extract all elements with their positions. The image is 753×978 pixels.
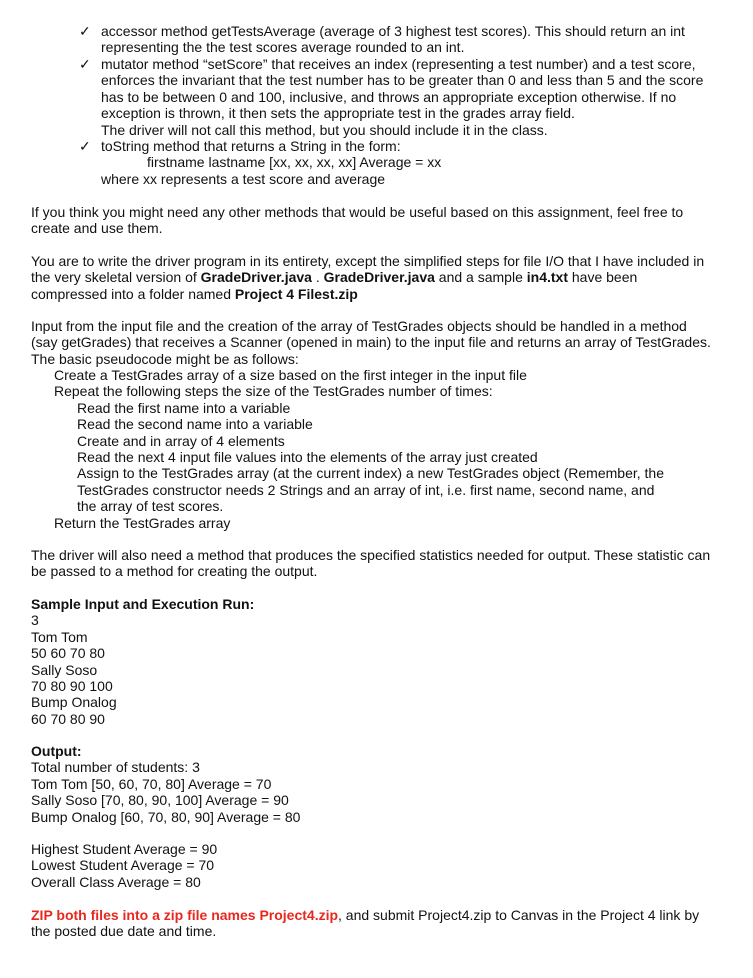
text-line: Input from the input file and the creation of the array of TestGrades objects should be handled in a method: [31, 318, 687, 334]
paragraph-stats: [31, 547, 731, 580]
text-line: be passed to a method for creating the output.: [31, 563, 318, 580]
zip-instruction-highlight: ZIP both files into a zip file names Project4.zip: [31, 907, 339, 923]
sample-line: Tom Tom: [31, 628, 88, 645]
text-line: If you think you might need any other methods that would be useful based on this assignment, feel free to: [31, 204, 684, 220]
mutator-bullet: [101, 56, 731, 138]
sample-input-block: [31, 596, 731, 727]
paragraph-driver: [31, 253, 731, 302]
text-line: create and use them.: [31, 220, 163, 237]
filename-gradedriver: GradeDriver.java: [323, 269, 435, 286]
output-stats-block: [31, 841, 731, 890]
pseudocode-line: Read the next 4 input file values into the elements of the array just created: [77, 449, 538, 466]
text-line: the posted due date and time.: [31, 923, 217, 940]
check-icon: ✓: [79, 23, 91, 39]
tostring-bullet: [101, 138, 731, 187]
pseudocode-line: Read the first name into a variable: [77, 399, 291, 416]
text-line: ZIP both files into a zip file names Project4.zip, and submit Project4.zip to Canvas in the Project 4 link by: [31, 907, 700, 923]
text-line: enforces the invariant that the test number has to be greater than 0 and less than 5 and the score: [101, 72, 704, 89]
text-line: The basic pseudocode might be as follows:: [31, 350, 299, 367]
output-line: Total number of students: 3: [31, 759, 200, 776]
text-line: compressed into a folder named Project 4 Filest.zip: [31, 285, 358, 302]
sample-line: Sally Soso: [31, 661, 98, 678]
output-stat-line: Overall Class Average = 80: [31, 873, 201, 890]
output-stat-line: Lowest Student Average = 70: [31, 857, 215, 874]
output-line: Tom Tom [50, 60, 70, 80] Average = 70: [31, 775, 272, 792]
pseudocode-line: Return the TestGrades array: [54, 514, 231, 531]
paragraph-input: [31, 318, 731, 367]
filename-in4: in4.txt: [526, 269, 568, 286]
text-line: has to be between 0 and 100, inclusive, and throws an appropriate exception otherwise. If no: [101, 88, 677, 105]
text-line: You are to write the driver program in its entirety, except the simplified steps for file I/O that I have included in: [31, 253, 705, 269]
text-line: exception is thrown, it then sets the appropriate test in the grades array field.: [101, 105, 575, 122]
text-line: the very skeletal version of GradeDriver.java . GradeDriver.java and a sample in4.txt have been: [31, 269, 638, 286]
pseudocode-line: Read the second name into a variable: [77, 416, 313, 433]
accessor-bullet: [101, 23, 731, 56]
pseudocode-line: Create and in array of 4 elements: [77, 432, 285, 449]
output-line: Bump Onalog [60, 70, 80, 90] Average = 80: [31, 808, 301, 825]
text-line: mutator method “setScore” that receives an index (representing a test number) and a test score,: [101, 56, 696, 72]
text-line: The driver will not call this method, but you should include it in the class.: [101, 121, 548, 138]
text-line: (say getGrades) that receives a Scanner (opened in main) to the input file and returns an array of TestGrades.: [31, 334, 711, 351]
check-icon: ✓: [79, 56, 91, 72]
text-line: accessor method getTestsAverage (average of 3 highest test scores). This should return an int: [101, 23, 685, 39]
paragraph-other-methods: [31, 204, 731, 237]
filename-zip: Project 4 Filest.zip: [234, 285, 358, 302]
text-line: The driver will also need a method that produces the specified statistics needed for output. These statistic can: [31, 547, 711, 563]
text-line: representing the the test scores average rounded to an int.: [101, 39, 465, 56]
check-icon: ✓: [79, 138, 91, 154]
sample-line: Bump Onalog: [31, 694, 117, 711]
output-stat-line: Highest Student Average = 90: [31, 841, 218, 857]
pseudocode-line: TestGrades constructor needs 2 Strings and an array of int, i.e. first name, second name, and: [77, 481, 655, 498]
text-line: where xx represents a test score and average: [101, 170, 386, 187]
filename-gradedriver: GradeDriver.java: [200, 269, 312, 286]
text-line: toString method that returns a String in the form:: [101, 138, 401, 154]
output-heading: Output:: [31, 743, 82, 759]
output-block: [31, 743, 731, 825]
tostring-format: firstname lastname [xx, xx, xx, xx] Average = xx: [147, 154, 442, 171]
pseudocode-line: Repeat the following steps the size of the TestGrades number of times:: [54, 383, 493, 400]
pseudocode-line: Assign to the TestGrades array (at the current index) a new TestGrades object (Remember, the: [77, 465, 664, 482]
pseudocode-block: [31, 367, 731, 531]
sample-line: 50 60 70 80: [31, 645, 105, 662]
output-line: Sally Soso [70, 80, 90, 100] Average = 90: [31, 792, 289, 809]
sample-line: 70 80 90 100: [31, 678, 113, 695]
pseudocode-line: Create a TestGrades array of a size based on the first integer in the input file: [54, 367, 527, 383]
submission-instructions: [31, 907, 731, 940]
sample-line: 3: [31, 612, 39, 629]
sample-heading: Sample Input and Execution Run:: [31, 596, 255, 612]
pseudocode-line: the array of test scores.: [77, 498, 224, 515]
sample-line: 60 70 80 90: [31, 710, 105, 727]
